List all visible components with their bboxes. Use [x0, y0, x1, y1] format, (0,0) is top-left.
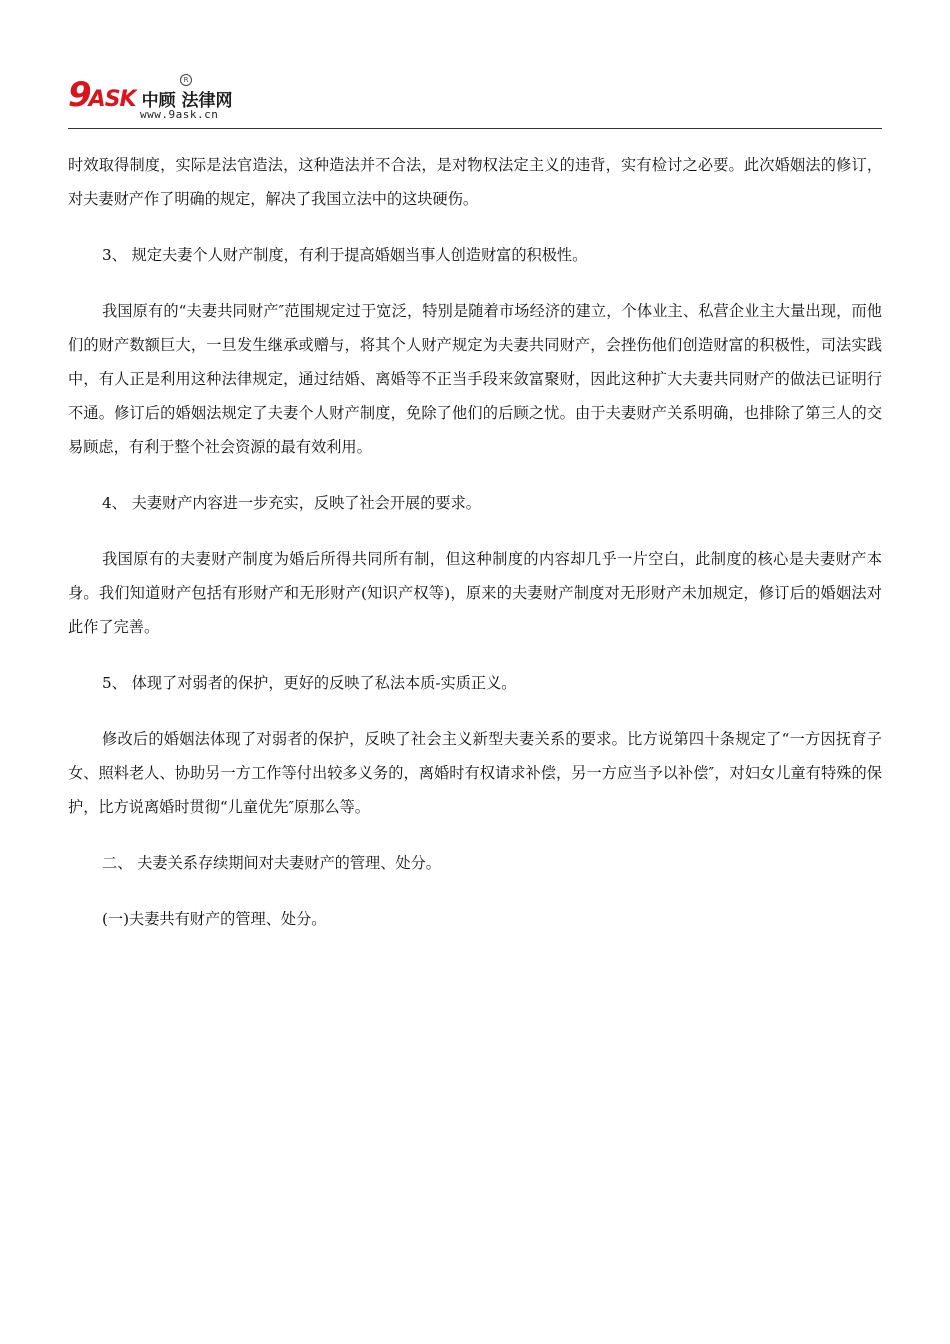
logo-url[interactable]: www.9ask.cn	[140, 108, 219, 121]
document-body	[68, 148, 882, 958]
paragraph-personal-property: 我国原有的“夫妻共同财产″范围规定过于宽泛，特别是随着市场经济的建立，个体业主、私营企业主大量出现，而他们的财产数额巨大，一旦发生继承或赠与，将其个人财产规定为夫妻共同财产，会挫伤他们创造财富的积极性，司法实践中，有人正是利用这种法律规定，通过结婚、离婚等不正当手段来敛富聚财，因此这种扩大夫妻共同财产的做法已证明行不通。修订后的婚姻法规定了夫妻个人财产制度，免除了他们的后顾之忧。由于夫妻财产关系明确，也排除了第三人的交易顾虑，有利于整个社会资源的最有效利用。	[68, 302, 882, 456]
heading-item-3: 3、 规定夫妻个人财产制度，有利于提高婚姻当事人创造财富的积极性。	[102, 246, 588, 264]
logo-chinese-name: 中顾 法律网	[141, 91, 233, 111]
header-divider	[68, 128, 882, 129]
heading-item-4: 4、 夫妻财产内容进一步充实，反映了社会开展的要求。	[102, 494, 481, 512]
section-heading-2: 二、 夫妻关系存续期间对夫妻财产的管理、处分。	[102, 854, 441, 872]
registered-mark-icon: R	[180, 74, 192, 86]
logo-nine: 9	[68, 75, 91, 115]
subsection-heading-1: (一)夫妻共有财产的管理、处分。	[102, 910, 327, 928]
heading-item-5: 5、 体现了对弱者的保护，更好的反映了私法本质-实质正义。	[102, 674, 517, 692]
paragraph-property-content: 我国原有的夫妻财产制度为婚后所得共同所有制，但这种制度的内容却几乎一片空白，此制度的核心是夫妻财产本身。我们知道财产包括有形财产和无形财产(知识产权等)，原来的夫妻财产制度对无形财产未加规定，修订后的婚姻法对此作了完善。	[68, 550, 882, 636]
page-header	[68, 70, 882, 130]
paragraph-continued: 时效取得制度，实际是法官造法，这种造法并不合法，是对物权法定主义的违背，实有检讨之必要。此次婚姻法的修订，对夫妻财产作了明确的规定，解决了我国立法中的这块硬伤。	[68, 156, 882, 208]
paragraph-protection-weak: 修改后的婚姻法体现了对弱者的保护，反映了社会主义新型夫妻关系的要求。比方说第四十条规定了“一方因抚育子女、照料老人、协助另一方工作等付出较多义务的，离婚时有权请求补偿，另一方应当予以补偿″，对妇女儿童有特殊的保护，比方说离婚时贯彻“儿童优先″原那么等。	[68, 730, 882, 816]
logo-ask: ASK	[88, 87, 136, 112]
